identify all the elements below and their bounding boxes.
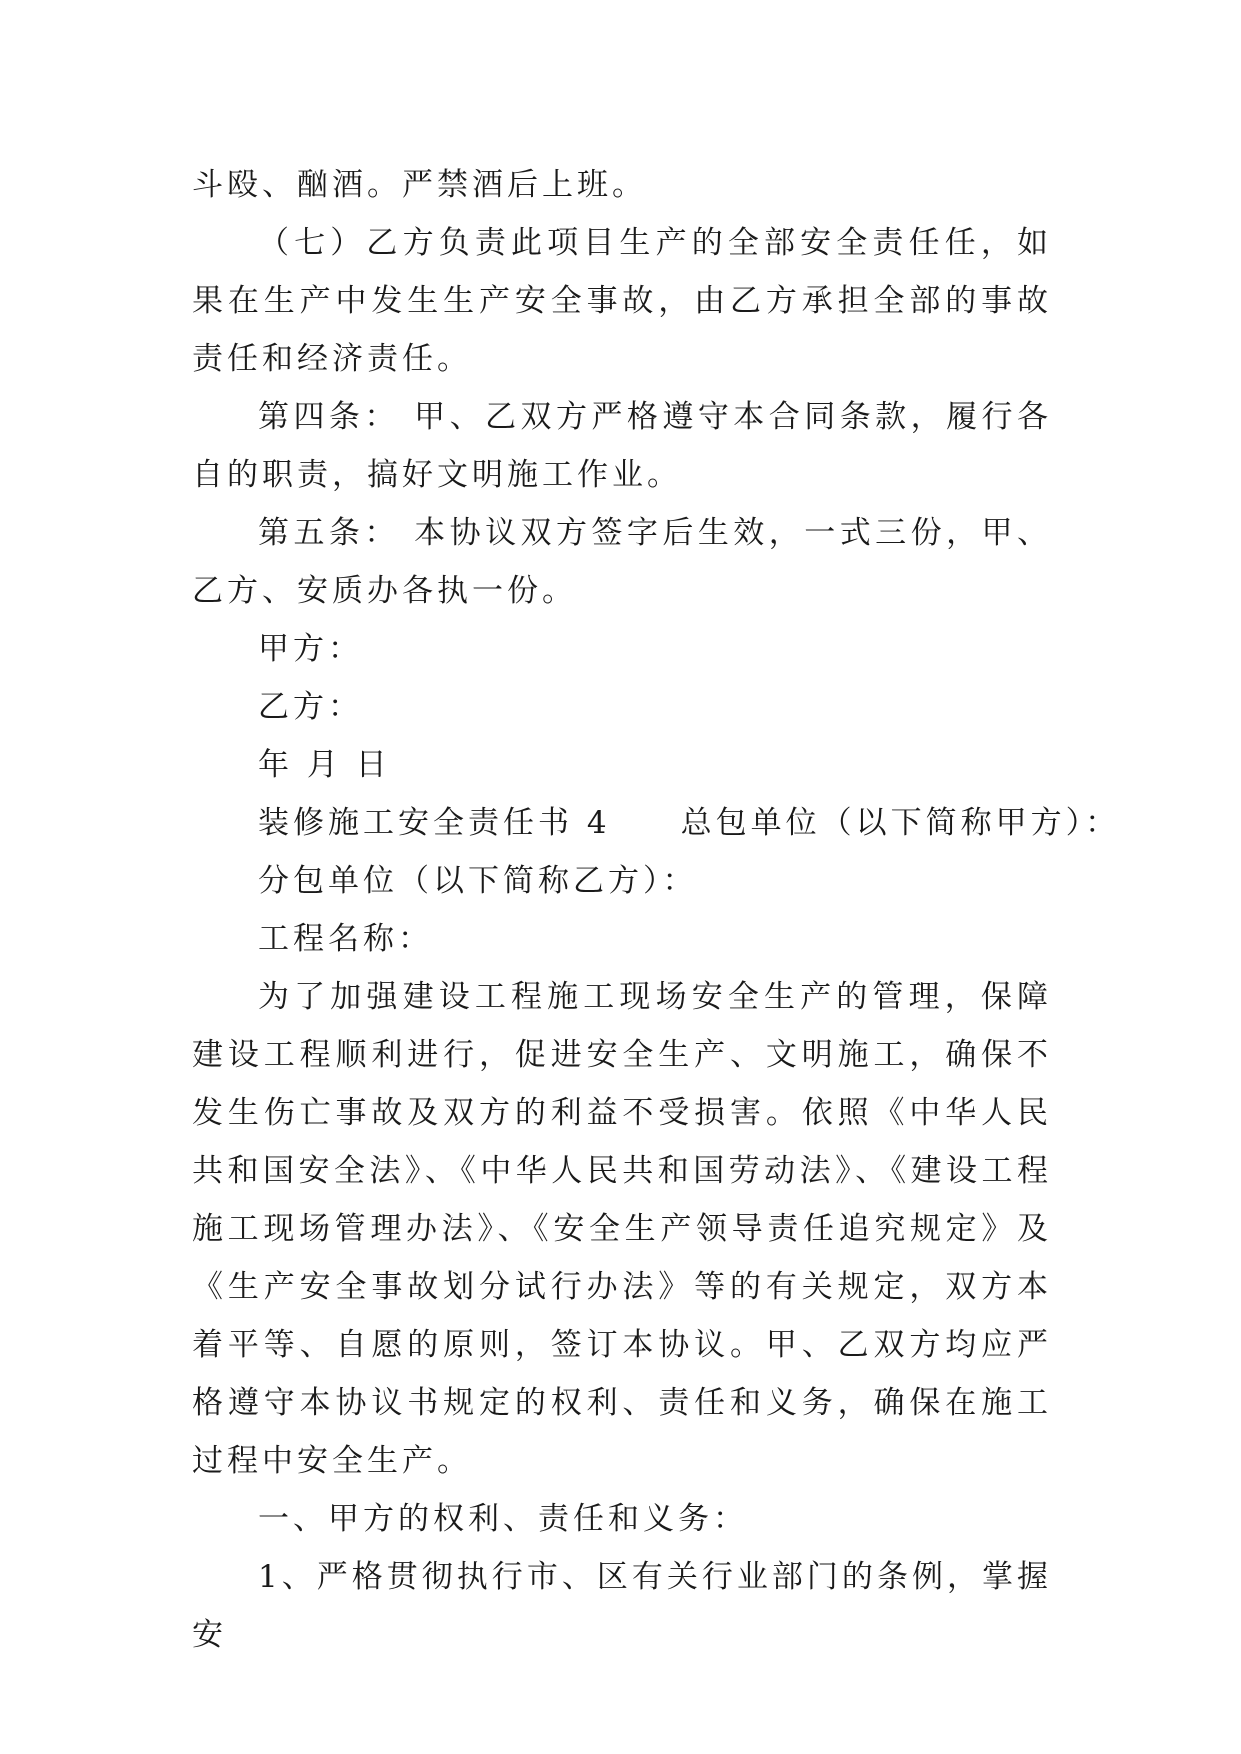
paragraph-continuation: 斗殴、酗酒。严禁酒后上班。	[192, 167, 647, 203]
paragraph-purpose: 为了加强建设工程施工现场安全生产的管理，保障建设工程顺利进行，促进安全生产、文明施工，确保不发生伤亡事故及双方的利益不受损害。依照《中华人民共和国安全法》、《中华人民共和国劳动法》、《建设工程施工现场管理办法》、《安全生产领导责任追究规定》及《生产安全事故划分试行办法》等的有关规定，双方本着平等、自愿的原则，签订本协议。甲、乙双方均应严格遵守本协议书规定的权利、责任和义务，确保在施工过程中安全生产。	[192, 979, 1052, 1479]
paragraph-article-five: 第五条： 本协议双方签字后生效，一式三份，甲、乙方、安质办各执一份。	[192, 515, 1052, 609]
signature-party-b: 乙方：	[258, 689, 363, 725]
project-name-line: 工程名称：	[258, 921, 433, 957]
document-body	[192, 156, 1121, 1664]
paragraph-clause-seven: （七）乙方负责此项目生产的全部安全责任任，如果在生产中发生生产安全事故，由乙方承担全部的事故责任和经济责任。	[192, 225, 1052, 377]
list-item-1: 1、严格贯彻执行市、区有关行业部门的条例，掌握安	[192, 1559, 1052, 1653]
heading-party-a-rights: 一、甲方的权利、责任和义务：	[258, 1501, 748, 1537]
signature-party-a: 甲方：	[258, 631, 363, 667]
section-title-contractor: 装修施工安全责任书 4 总包单位（以下简称甲方）：	[258, 805, 1121, 841]
subcontractor-line: 分包单位（以下简称乙方）：	[258, 863, 698, 899]
paragraph-article-four: 第四条： 甲、乙双方严格遵守本合同条款，履行各自的职责，搞好文明施工作业。	[192, 399, 1052, 493]
signature-date: 年 月 日	[258, 747, 391, 783]
